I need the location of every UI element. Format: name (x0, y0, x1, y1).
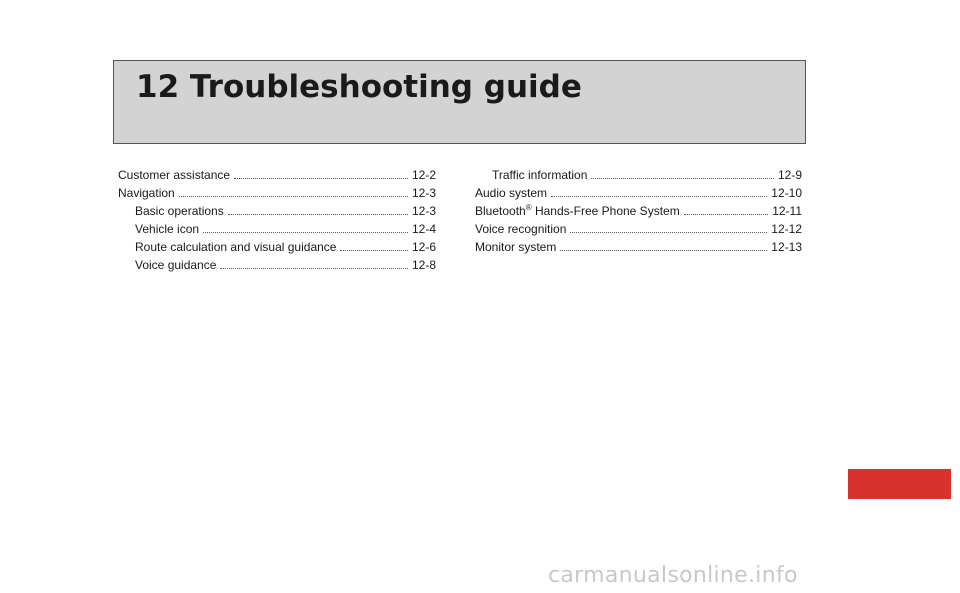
chapter-title-box (113, 60, 806, 144)
toc-leader (234, 168, 408, 179)
toc-right-column (475, 166, 802, 256)
chapter-tab-marker (848, 469, 951, 499)
toc-entry-bluetooth[interactable] (475, 202, 802, 220)
toc-page: 12-9 (777, 168, 802, 182)
toc-label: Route calculation and visual guidance (135, 240, 337, 254)
toc-entry-audio-system[interactable] (475, 184, 802, 202)
toc-page: 12-10 (771, 186, 802, 200)
chapter-title: 12 Troubleshooting guide (136, 69, 582, 105)
toc-entry-navigation[interactable] (118, 184, 436, 202)
toc-page: 12-4 (411, 222, 436, 236)
toc-entry-vehicle-icon[interactable] (118, 220, 436, 238)
toc-label: Vehicle icon (135, 222, 200, 236)
toc-label: Navigation (118, 186, 175, 200)
toc-entry-voice-guidance[interactable] (118, 256, 436, 274)
toc-label: Customer assistance (118, 168, 231, 182)
toc-leader (203, 222, 408, 233)
toc-entry-monitor-system[interactable] (475, 238, 802, 256)
toc-leader (340, 240, 408, 251)
toc-page: 12-13 (771, 240, 802, 254)
toc-label: Traffic information (492, 168, 588, 182)
toc-leader (570, 222, 767, 233)
registered-mark: ® (525, 203, 532, 212)
toc-label: Monitor system (475, 240, 557, 254)
toc-leader (684, 204, 768, 215)
toc-label (475, 202, 680, 220)
toc-page: 12-12 (771, 222, 802, 236)
toc-leader (591, 168, 774, 179)
toc-page: 12-2 (411, 168, 436, 182)
toc-label-bluetooth: Bluetooth (475, 204, 526, 218)
toc-page: 12-11 (772, 204, 802, 218)
toc-page: 12-3 (411, 204, 436, 218)
toc-entry-traffic-information[interactable] (475, 166, 802, 184)
toc-leader (228, 204, 408, 215)
watermark-text: carmanualsonline.info (548, 563, 798, 588)
toc-page: 12-6 (411, 240, 436, 254)
toc-left-column (118, 166, 436, 274)
toc-leader (551, 186, 767, 197)
toc-label: Voice recognition (475, 222, 567, 236)
toc-label: Voice guidance (135, 258, 217, 272)
toc-label: Audio system (475, 186, 548, 200)
toc-entry-basic-operations[interactable] (118, 202, 436, 220)
toc-page: 12-3 (411, 186, 436, 200)
toc-leader (560, 240, 767, 251)
toc-leader (179, 186, 408, 197)
toc-entry-voice-recognition[interactable] (475, 220, 802, 238)
toc-page: 12-8 (411, 258, 436, 272)
toc-entry-route-calculation[interactable] (118, 238, 436, 256)
toc-label: Basic operations (135, 204, 224, 218)
toc-label-suffix: Hands-Free Phone System (531, 204, 680, 218)
toc-entry-customer-assistance[interactable] (118, 166, 436, 184)
toc-leader (220, 258, 408, 269)
